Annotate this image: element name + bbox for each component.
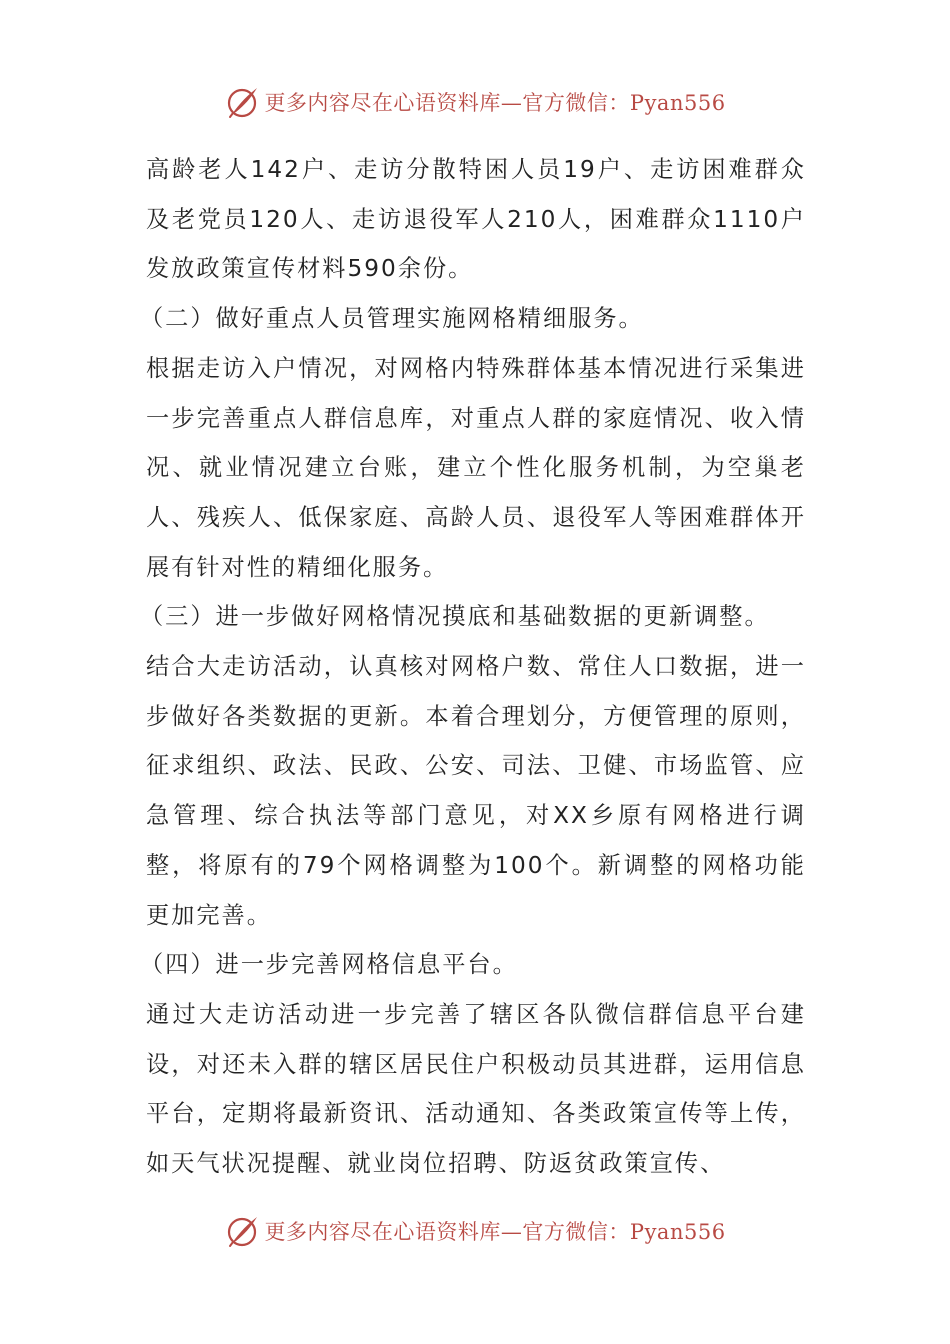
footer-watermark-text: 更多内容尽在心语资料库—官方微信：Pyan556 <box>264 1220 726 1244</box>
document-body <box>140 145 806 1189</box>
paragraph-visit-stats: 高龄老人142户、走访分散特困人员19户、走访困难群众及老党员120人、走访退役军人210人，困难群众1110户发放政策宣传材料590余份。 <box>146 156 806 283</box>
header-watermark-text: 更多内容尽在心语资料库—官方微信：Pyan556 <box>264 91 726 115</box>
quill-pen-logo-icon <box>224 1213 260 1249</box>
footer-watermark-banner <box>0 1211 950 1251</box>
paragraph-info-platform: 通过大走访活动进一步完善了辖区各队微信群信息平台建设，对还未入群的辖区居民住户积极动员其进群，运用信息平台，定期将最新资讯、活动通知、各类政策宣传等上传，如天气状况提醒、就业岗位招聘、防返贫政策宣传、 <box>146 1000 806 1178</box>
section-heading-3: （三）进一步做好网格情况摸底和基础数据的更新调整。 <box>140 603 770 631</box>
paragraph-grid-data-update: 结合大走访活动，认真核对网格户数、常住人口数据，进一步做好各类数据的更新。本着合理划分，方便管理的原则，征求组织、政法、民政、公安、司法、卫健、市场监管、应急管理、综合执法等部门意见，对XX乡原有网格进行调整，将原有的79个网格调整为100个。新调整的网格功能更加完善。 <box>146 653 806 929</box>
header-watermark-banner <box>0 82 950 122</box>
section-heading-4: （四）进一步完善网格信息平台。 <box>140 951 518 979</box>
paragraph-key-personnel: 根据走访入户情况，对网格内特殊群体基本情况进行采集进一步完善重点人群信息库，对重点人群的家庭情况、收入情况、就业情况建立台账，建立个性化服务机制，为空巢老人、残疾人、低保家庭、高龄人员、退役军人等困难群体开展有针对性的精细化服务。 <box>146 354 806 581</box>
section-heading-2: （二）做好重点人员管理实施网格精细服务。 <box>140 305 644 333</box>
quill-pen-logo-icon <box>224 84 260 120</box>
